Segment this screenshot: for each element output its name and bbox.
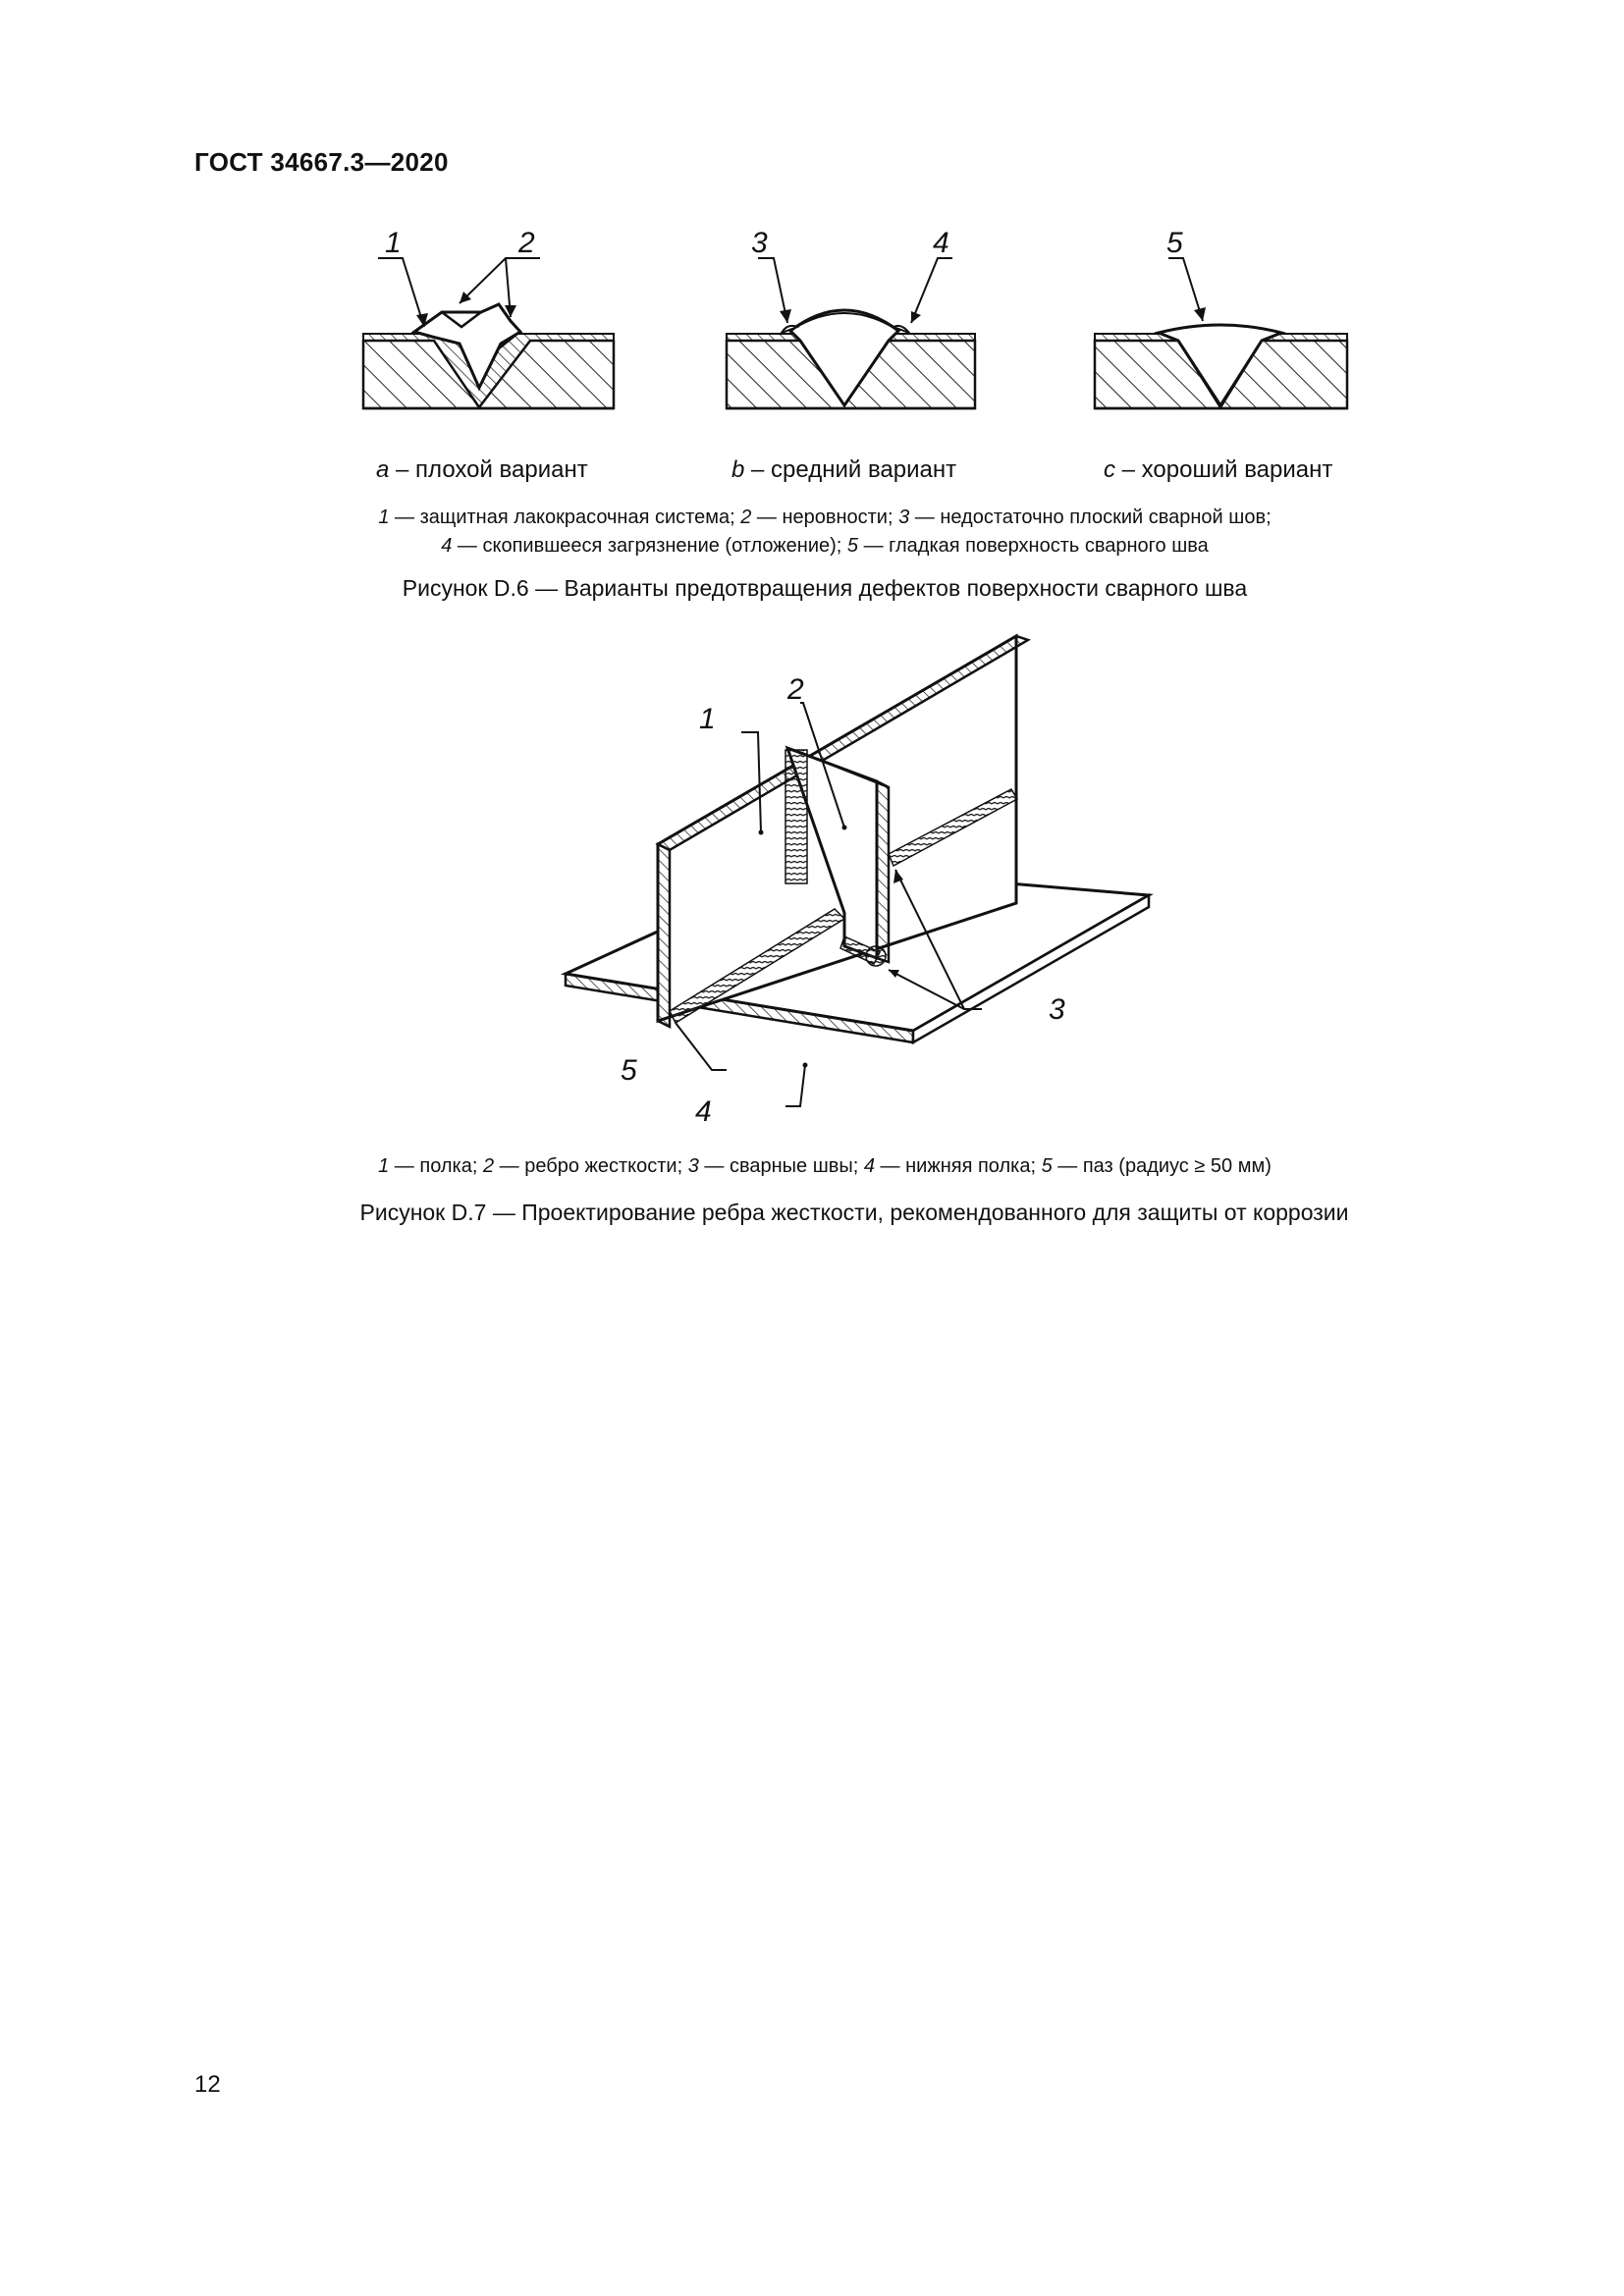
page-number: 12 — [194, 2071, 221, 2098]
callout-5-d6: 5 — [1166, 227, 1183, 259]
callout-1-d6: 1 — [385, 227, 402, 259]
legend-d6-line-2: 4 — скопившееся загрязнение (отложение); 5 — гладкая поверхность сварного шва — [441, 535, 1209, 557]
callout-1-d7: 1 — [699, 703, 716, 735]
weld-variant-b — [727, 227, 975, 408]
figure-d6-caption: Рисунок D.6 — Варианты предотвращения дефектов поверхности сварного шва — [402, 575, 1248, 601]
figure-d7-drawing — [550, 618, 1159, 1148]
legend-d6-line-1: 1 — защитная лакокрасочная система; 2 — неровности; 3 — недостаточно плоский сварной шов; — [378, 507, 1272, 528]
callout-4-d6: 4 — [933, 227, 949, 259]
figure-d6-drawing — [344, 221, 1365, 427]
figure-d6-legend — [295, 504, 1355, 561]
callout-4-d7: 4 — [695, 1095, 712, 1128]
figure-d7-caption: Рисунок D.7 — Проектирование ребра жесткости, рекомендованного для защиты от коррозии — [359, 1200, 1349, 1225]
document-header: ГОСТ 34667.3—2020 — [194, 147, 449, 177]
figure-d7-legend: 1 — полка; 2 — ребро жесткости; 3 — сварные швы; 4 — нижняя полка; 5 — паз (радиус ≥ 50 мм) — [378, 1155, 1272, 1177]
variant-c-label: c – хороший вариант — [1104, 456, 1333, 483]
callout-2-d6: 2 — [518, 227, 535, 259]
callout-5-d7: 5 — [621, 1054, 637, 1087]
weld-variant-c — [1095, 227, 1347, 408]
variant-a-label: a – плохой вариант — [376, 456, 588, 483]
weld-variant-a — [363, 227, 614, 408]
callout-3-d7: 3 — [1049, 993, 1065, 1026]
callout-2-d7: 2 — [787, 673, 804, 706]
callout-3-d6: 3 — [751, 227, 768, 259]
variant-b-label: b – средний вариант — [731, 456, 957, 483]
